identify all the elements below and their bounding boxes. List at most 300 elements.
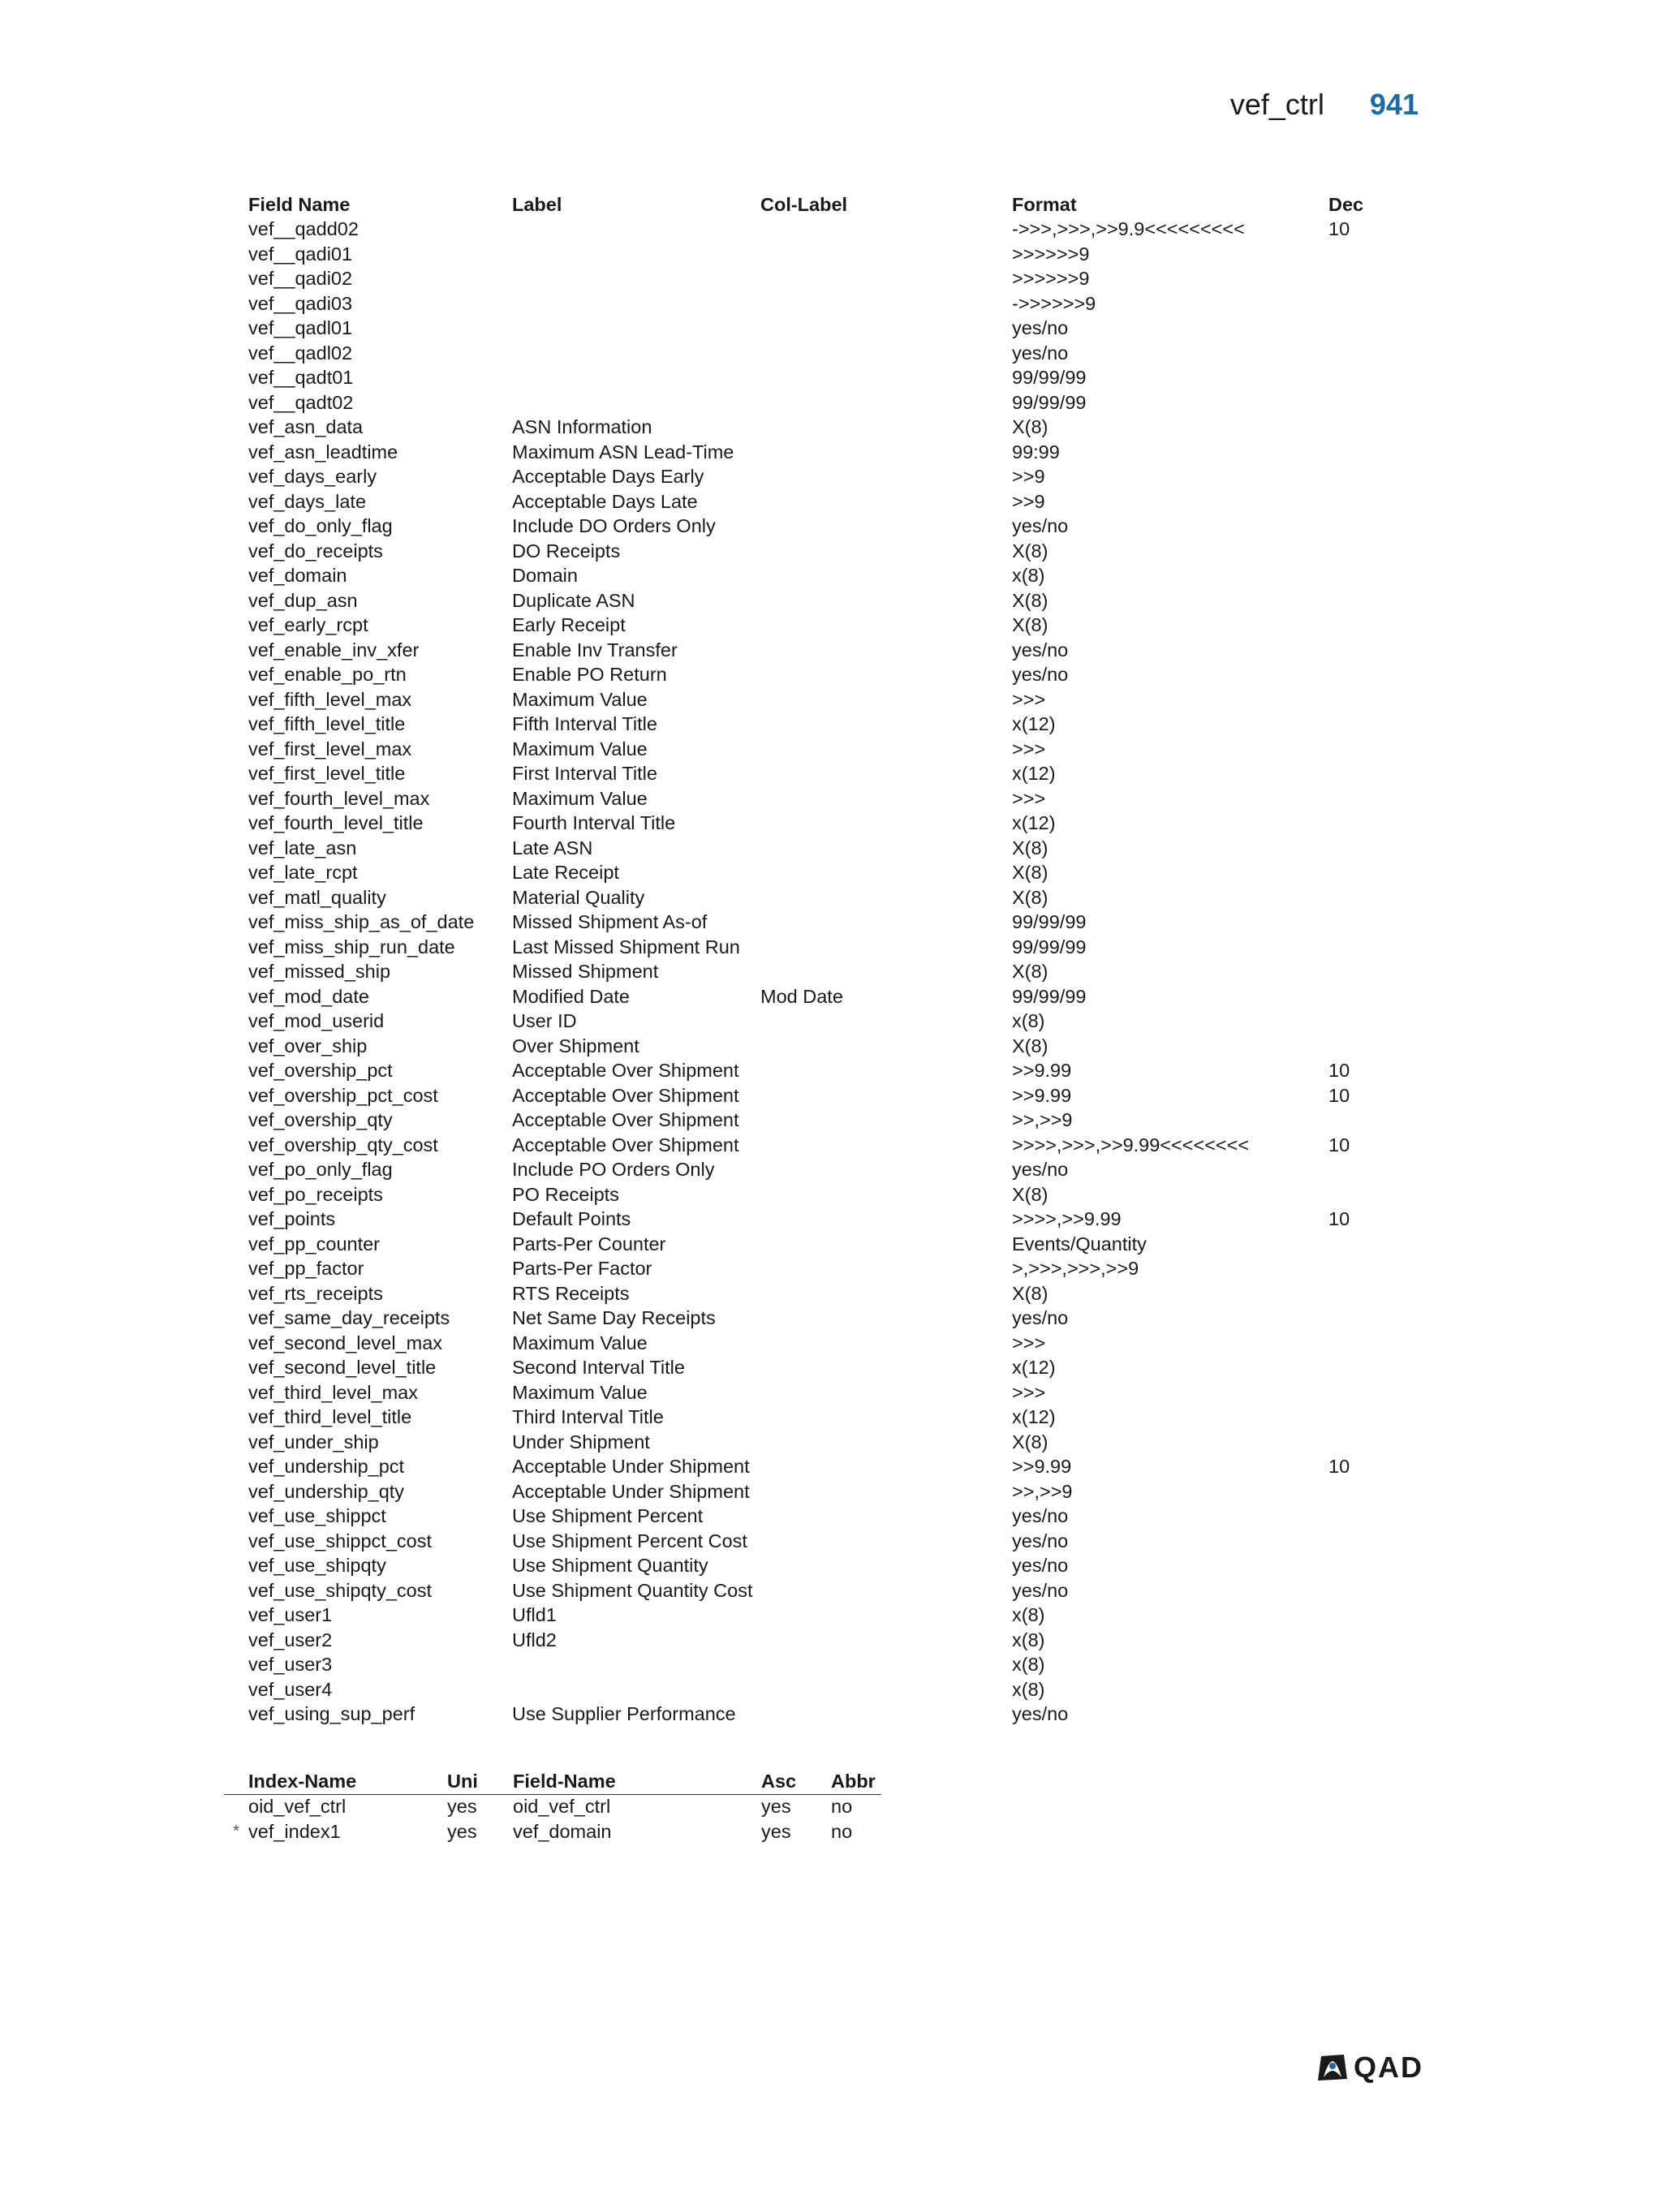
dec-cell [1328,1108,1393,1134]
col-label-cell [760,1133,1012,1158]
dec-cell [1328,811,1393,837]
table-row [248,1158,1393,1183]
table-row [248,638,1393,663]
format-cell: >>9 [1012,466,1045,488]
dec-cell [1328,242,1393,267]
table-row [248,935,1393,960]
label-cell: Fourth Interval Title [512,812,676,834]
label-cell: Third Interval Title [512,1406,664,1428]
dec-cell [1328,564,1393,589]
dec-cell [1328,1628,1393,1653]
label-cell: Early Receipt [512,614,626,636]
field-name-cell: vef_days_early [248,466,377,488]
col-label-cell [760,885,1012,910]
format-cell: X(8) [1012,1431,1048,1452]
format-cell: X(8) [1012,837,1048,859]
col-label-cell [760,861,1012,886]
format-cell: 99/99/99 [1012,936,1087,958]
primary-index-marker [224,1794,248,1819]
header-label: Label [512,193,562,215]
field-name-cell: vef_over_ship [248,1035,368,1057]
format-cell: x(8) [1012,1654,1045,1676]
table-row [248,762,1393,787]
label-cell: Fifth Interval Title [512,713,657,735]
header-uni: Uni [447,1770,478,1792]
table-row [224,1819,881,1844]
field-name-cell: vef_early_rcpt [248,614,368,636]
dec-cell [1328,1009,1393,1035]
format-cell: >>> [1012,738,1046,760]
label-cell [512,217,760,243]
dec-cell [1328,440,1393,465]
col-label-cell [760,1504,1012,1530]
dec-cell [1328,489,1393,514]
col-label-cell [760,762,1012,787]
table-row [248,1455,1393,1480]
format-cell: >>>>,>>9.99 [1012,1208,1122,1230]
label-cell: Ufld1 [512,1604,557,1626]
field-name-cell: vef_same_day_receipts [248,1307,450,1329]
field-name-cell: vef_points [248,1208,336,1230]
format-cell: >>> [1012,787,1046,809]
label-cell: Acceptable Days Late [512,490,698,512]
format-cell: X(8) [1012,1282,1048,1304]
format-cell: 99:99 [1012,441,1060,463]
table-row [248,217,1393,243]
table-row [248,489,1393,514]
col-label-cell [760,291,1012,316]
format-cell: X(8) [1012,1035,1048,1057]
header-col-label: Col-Label [760,193,848,215]
dec-cell [1328,910,1393,936]
field-name-cell: vef_overship_pct [248,1060,393,1082]
format-cell: >>9.99 [1012,1456,1072,1478]
col-label-cell [760,1603,1012,1629]
col-label-cell [760,514,1012,540]
col-label-cell [760,341,1012,366]
dec-cell [1328,291,1393,316]
dec-cell [1328,1257,1393,1282]
dec-cell [1328,1380,1393,1405]
table-row [248,1232,1393,1257]
dec-cell [1328,885,1393,910]
qad-logo-icon [1316,2053,1349,2082]
format-cell: yes/no [1012,1579,1069,1601]
label-cell: User ID [512,1010,577,1032]
dec-cell [1328,712,1393,738]
format-cell: >>> [1012,688,1046,710]
col-label-cell [760,1034,1012,1059]
field-name-cell: vef_under_ship [248,1431,379,1452]
field-name-cell: vef_use_shippct_cost [248,1530,433,1551]
format-cell: >>>>>>9 [1012,268,1090,290]
field-name-cell: vef_use_shippct [248,1505,386,1527]
table-row [248,1356,1393,1381]
header-asc: Asc [761,1770,797,1792]
col-label-cell [760,786,1012,811]
dec-cell [1328,984,1393,1009]
table-row [248,1479,1393,1504]
dec-cell [1328,1677,1393,1702]
format-cell: x(8) [1012,1678,1045,1700]
field-name-cell: vef_fifth_level_title [248,713,406,735]
index-section [224,1769,881,1844]
table-row [248,415,1393,441]
label-cell: Second Interval Title [512,1357,685,1379]
label-cell: Net Same Day Receipts [512,1307,716,1329]
field-name-cell: vef__qadl02 [248,342,353,364]
dec-cell [1328,613,1393,639]
field-name-cell: vef_late_asn [248,837,357,859]
table-row [248,1529,1393,1554]
label-cell [512,291,760,316]
table-row [248,737,1393,762]
field-name-cell: vef_user1 [248,1604,333,1626]
label-cell: ASN Information [512,416,652,438]
col-label-cell [760,539,1012,564]
col-label-cell [760,613,1012,639]
col-label-cell [760,440,1012,465]
col-label-cell [760,935,1012,960]
format-cell: X(8) [1012,961,1048,983]
label-cell: Modified Date [512,985,630,1007]
format-cell: >>9.99 [1012,1084,1072,1106]
col-label-cell [760,737,1012,762]
table-row [248,1257,1393,1282]
abbr-cell: no [831,1796,853,1818]
col-label-cell: Mod Date [760,985,843,1007]
table-row [248,1083,1393,1108]
dec-cell [1328,1430,1393,1455]
col-label-cell [760,242,1012,267]
col-label-cell [760,1380,1012,1405]
table-row [248,663,1393,688]
dec-cell [1328,1702,1393,1728]
table-row [248,1380,1393,1405]
table-row [248,811,1393,837]
col-label-cell [760,1356,1012,1381]
label-cell: Acceptable Over Shipment [512,1084,739,1106]
field-name-cell: vef_first_level_title [248,763,406,785]
table-row [248,366,1393,391]
label-cell: PO Receipts [512,1183,619,1205]
index-name-cell: oid_vef_ctrl [248,1796,347,1818]
col-label-cell [760,1306,1012,1332]
format-cell: >>> [1012,1381,1046,1403]
table-row [248,1504,1393,1530]
format-cell: Events/Quantity [1012,1233,1147,1254]
col-label-cell [760,687,1012,712]
format-cell: X(8) [1012,1183,1048,1205]
label-cell: Maximum Value [512,787,648,809]
table-row [248,539,1393,564]
field-name-cell: vef_dup_asn [248,589,358,611]
label-cell: Maximum Value [512,1332,648,1353]
field-name-cell: vef_overship_qty_cost [248,1134,438,1155]
label-cell: Duplicate ASN [512,589,635,611]
format-cell: 99/99/99 [1012,985,1087,1007]
label-cell [512,341,760,366]
table-row [224,1794,881,1819]
dec-cell [1328,762,1393,787]
col-label-cell [760,1554,1012,1579]
col-label-cell [760,1628,1012,1653]
dec-cell [1328,390,1393,415]
table-row [248,465,1393,490]
field-name-cell: vef__qadi01 [248,243,353,265]
format-cell: X(8) [1012,886,1048,908]
format-cell: >>,>>9 [1012,1480,1073,1502]
label-cell: First Interval Title [512,763,657,785]
field-name-cell: vef__qadt02 [248,391,354,413]
table-row [248,1430,1393,1455]
label-cell: Include PO Orders Only [512,1159,715,1181]
field-name-cell: vef_third_level_max [248,1381,418,1403]
col-label-cell [760,1083,1012,1108]
label-cell: Late ASN [512,837,593,859]
col-label-cell [760,588,1012,613]
header-index-name: Index-Name [248,1770,357,1792]
col-label-cell [760,1331,1012,1356]
format-cell: >>,>>9 [1012,1109,1073,1131]
table-row [248,1331,1393,1356]
header-index-field-name: Field-Name [513,1770,616,1792]
format-cell: x(12) [1012,713,1056,735]
format-cell: 99/99/99 [1012,367,1087,389]
table-row [248,1628,1393,1653]
col-label-cell [760,1182,1012,1207]
table-row [248,1554,1393,1579]
format-cell: yes/no [1012,515,1069,537]
field-name-cell: vef_asn_data [248,416,364,438]
dec-cell [1328,1306,1393,1332]
field-name-cell: vef_fifth_level_max [248,688,412,710]
uni-cell: yes [447,1796,477,1818]
col-label-cell [760,663,1012,688]
field-name-cell: vef_user3 [248,1654,333,1676]
table-row [248,984,1393,1009]
field-name-cell: vef_days_late [248,490,367,512]
col-label-cell [760,638,1012,663]
table-row [248,910,1393,936]
table-row [248,1009,1393,1035]
col-label-cell [760,960,1012,985]
field-name-cell: vef_pp_factor [248,1258,364,1280]
dec-cell [1328,1281,1393,1306]
table-row [248,1059,1393,1084]
format-cell: 99/99/99 [1012,911,1087,933]
col-label-cell [760,1405,1012,1431]
dec-cell [1328,1529,1393,1554]
col-label-cell [760,415,1012,441]
asc-cell: yes [761,1796,791,1818]
format-cell: X(8) [1012,862,1048,884]
dec-cell [1328,1405,1393,1431]
table-row [248,514,1393,540]
label-cell: Missed Shipment [512,961,659,983]
field-name-cell: vef_fourth_level_title [248,812,424,834]
label-cell: Use Shipment Percent [512,1505,704,1527]
field-name-cell: vef_first_level_max [248,738,412,760]
format-cell: yes/no [1012,1555,1069,1577]
table-row [248,440,1393,465]
table-row [248,1306,1393,1332]
label-cell [512,316,760,342]
field-name-cell: vef_rts_receipts [248,1282,383,1304]
format-cell: yes/no [1012,1159,1069,1181]
table-row [248,316,1393,342]
dec-cell [1328,366,1393,391]
field-name-cell: vef_user4 [248,1678,333,1700]
table-row [248,786,1393,811]
table-row [248,1182,1393,1207]
format-cell: >>> [1012,1332,1046,1353]
field-name-cell: vef_pp_counter [248,1233,381,1254]
format-cell: x(12) [1012,812,1056,834]
table-row [248,267,1393,292]
dec-cell [1328,1158,1393,1183]
col-label-cell [760,811,1012,837]
dec-cell: 10 [1328,1456,1350,1478]
dec-cell [1328,737,1393,762]
col-label-cell [760,1059,1012,1084]
field-name-cell: vef_miss_ship_run_date [248,936,455,958]
field-name-cell: vef_po_receipts [248,1183,383,1205]
dec-cell [1328,935,1393,960]
format-cell: yes/no [1012,639,1069,661]
fields-table-header-row [248,192,1393,217]
table-row [248,861,1393,886]
col-label-cell [760,1108,1012,1134]
label-cell [512,1677,760,1702]
header-field-name: Field Name [248,193,351,215]
dec-cell [1328,638,1393,663]
table-row [248,1653,1393,1678]
dec-cell [1328,1653,1393,1678]
col-label-cell [760,712,1012,738]
table-row [248,613,1393,639]
field-name-cell: vef_undership_pct [248,1456,405,1478]
format-cell: x(8) [1012,1010,1045,1032]
field-name-cell: vef_use_shipqty_cost [248,1579,433,1601]
table-row [248,836,1393,861]
format-cell: yes/no [1012,1505,1069,1527]
field-name-cell: vef_undership_qty [248,1480,405,1502]
field-name-cell: vef__qadl01 [248,317,353,339]
format-cell: yes/no [1012,664,1069,686]
field-name-cell: vef_matl_quality [248,886,386,908]
format-cell: x(12) [1012,1406,1056,1428]
field-name-cell: vef_user2 [248,1629,333,1650]
col-label-cell [760,390,1012,415]
table-row [248,1578,1393,1603]
field-name-cell: vef_missed_ship [248,961,391,983]
label-cell: Domain [512,565,578,587]
label-cell: Last Missed Shipment Run [512,936,740,958]
col-label-cell [760,836,1012,861]
dec-cell [1328,1232,1393,1257]
dec-cell [1328,960,1393,985]
format-cell: x(8) [1012,565,1045,587]
table-row [248,291,1393,316]
table-row [248,1207,1393,1233]
label-cell: Use Shipment Percent Cost [512,1530,747,1551]
label-cell: Over Shipment [512,1035,639,1057]
label-cell [512,366,760,391]
dec-cell [1328,415,1393,441]
field-name-cell: vef_overship_qty [248,1109,393,1131]
format-cell: >>>>,>>>,>>9.99<<<<<<<< [1012,1134,1250,1155]
field-name-cell: vef_po_only_flag [248,1159,393,1181]
table-row [248,588,1393,613]
field-name-cell: vef__qadi03 [248,292,353,314]
label-cell [512,1653,760,1678]
format-cell: yes/no [1012,342,1069,364]
field-name-cell: vef_enable_po_rtn [248,664,407,686]
dec-cell [1328,1554,1393,1579]
col-label-cell [760,1232,1012,1257]
label-cell: Acceptable Under Shipment [512,1456,750,1478]
header-dec: Dec [1328,193,1364,215]
fields-table-body [248,217,1393,1728]
table-row [248,341,1393,366]
index-field-name-cell: vef_domain [513,1820,612,1842]
dec-cell [1328,687,1393,712]
table-row [248,1405,1393,1431]
col-label-cell [760,465,1012,490]
col-label-cell [760,1677,1012,1702]
table-name-heading: vef_ctrl [1229,88,1324,121]
col-label-cell [760,1479,1012,1504]
dec-cell [1328,1479,1393,1504]
field-name-cell: vef__qadt01 [248,367,354,389]
format-cell: ->>>,>>>,>>9.9<<<<<<<<< [1012,218,1245,240]
table-row [248,242,1393,267]
label-cell: Acceptable Days Early [512,466,704,488]
label-cell: Missed Shipment As-of [512,911,708,933]
label-cell: Acceptable Over Shipment [512,1109,739,1131]
field-name-cell: vef__qadd02 [248,218,359,240]
label-cell: DO Receipts [512,540,621,562]
format-cell: yes/no [1012,1307,1069,1329]
dec-cell [1328,1504,1393,1530]
col-label-cell [760,1207,1012,1233]
field-name-cell: vef_third_level_title [248,1406,412,1428]
dec-cell: 10 [1328,1084,1350,1106]
col-label-cell [760,1529,1012,1554]
col-label-cell [760,1430,1012,1455]
header-format: Format [1012,193,1077,215]
format-cell: X(8) [1012,540,1048,562]
dec-cell [1328,861,1393,886]
field-name-cell: vef_second_level_title [248,1357,437,1379]
table-row [248,960,1393,985]
field-name-cell: vef__qadi02 [248,268,353,290]
label-cell: Include DO Orders Only [512,515,716,537]
label-cell: Use Shipment Quantity Cost [512,1579,753,1601]
format-cell: >,>>>,>>>,>>9 [1012,1258,1139,1280]
table-row [248,1133,1393,1158]
label-cell [512,267,760,292]
label-cell: Default Points [512,1208,631,1230]
label-cell [512,242,760,267]
format-cell: x(12) [1012,1357,1056,1379]
table-row [248,1677,1393,1702]
label-cell: Acceptable Over Shipment [512,1134,739,1155]
col-label-cell [760,910,1012,936]
col-label-cell [760,1455,1012,1480]
col-label-cell [760,267,1012,292]
